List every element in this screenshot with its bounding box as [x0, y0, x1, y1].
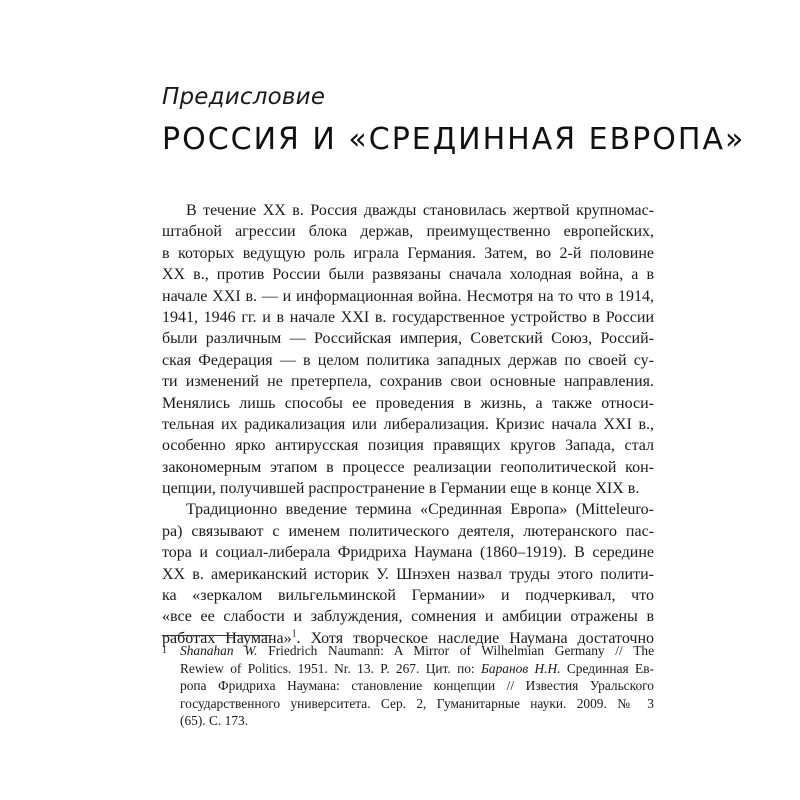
text-line: начале XXI в. — и информационная война. Несмотря на то что в 1914,	[162, 287, 654, 305]
text-line: были различным — Российская империя, Советский Союз, Россий-	[162, 330, 654, 348]
text-line: XX в. американский историк У. Шнэхен назвал труды этого полити-	[162, 565, 654, 583]
text-fragment: работах Наумана»	[162, 629, 292, 647]
text-line: XX в., против России были развязаны сначала холодная война, а в	[162, 266, 654, 284]
text-line: тора и социал-либерала Фридриха Наумана (1860–1919). В середине	[162, 544, 654, 562]
section-kicker: Предисловие	[162, 84, 326, 110]
footnote-line: государственного университета. Сер. 2, Гуманитарные науки. 2009. № 3	[180, 695, 654, 711]
chapter-title: РОССИЯ И «СРЕДИННАЯ ЕВРОПА»	[162, 122, 746, 157]
text-line: штабной агрессии блока держав, преимущественно европейских,	[162, 223, 654, 241]
text-line: В течение XX в. Россия дважды становилась жертвой крупномас-	[186, 202, 654, 219]
text-line: ская Федерация — в целом политика западных держав по своей су-	[162, 351, 654, 369]
footnote-author: Shanahan W.	[180, 643, 258, 658]
footnote-line	[162, 642, 654, 660]
text-line: тельная их радикализация или либерализация. Кризис начала XXI в.,	[162, 415, 654, 433]
footnote-number: 1	[162, 645, 167, 656]
footnote-line: (65). С. 173.	[180, 713, 249, 729]
footnote-separator	[162, 635, 272, 636]
text-line-with-footnote: работах Наумана»$^1$. Хотя творческое наследие Наумана достаточно	[162, 628, 654, 647]
footnote-line	[162, 660, 654, 678]
footnote-author: Баранов Н.Н.	[481, 660, 561, 676]
body-text	[162, 200, 654, 649]
text-fragment: Хотя творческое наследие Наумана достаточно	[310, 629, 654, 647]
text-line: 1941, 1946 гг. и в начале XXI в. государственное устройство в России	[162, 308, 654, 326]
text-line: ка «зеркалом вильгельминской Германии» и подчеркивал, что	[162, 587, 654, 605]
footnote-text: Friedrich Naumann: A Mirror of Wilhelmian Germany // The	[257, 643, 654, 658]
footnote-text: Срединная Ев-	[560, 660, 654, 676]
text-line: Традиционно введение термина «Срединная Европа» (Mitteleuro-	[186, 501, 654, 519]
footnote-ref[interactable]: 1	[291, 628, 297, 640]
text-line: pa) связывают с именем политического деятеля, лютеранского пас-	[162, 522, 654, 540]
text-line: закономерным этапом в процессе реализации геополитической кон-	[162, 458, 654, 476]
text-line: ти изменений не претерпела, сохранив свои основные направления.	[162, 373, 654, 391]
footnote-line: ропа Фридриха Наумана: становление концепции // Известия Уральского	[180, 678, 654, 694]
text-line: «все ее слабости и заблуждения, сомнения и амбиции отражены в	[162, 608, 654, 626]
footnote-text: Rewiew of Politics. 1951. Nr. 13. P. 267. Цит. по:	[180, 660, 481, 676]
text-line: особенно ярко антирусская позиция правящих кругов Запада, стал	[162, 437, 654, 455]
text-line: цепции, получившей распространение в Германии еще в конце XIX в.	[162, 480, 640, 498]
text-line: Менялись лишь способы ее проведения в жизнь, а также относи-	[162, 394, 654, 412]
footnote	[162, 642, 654, 730]
text-line: в которых ведущую роль играла Германия. Затем, во 2-й половине	[162, 244, 654, 262]
